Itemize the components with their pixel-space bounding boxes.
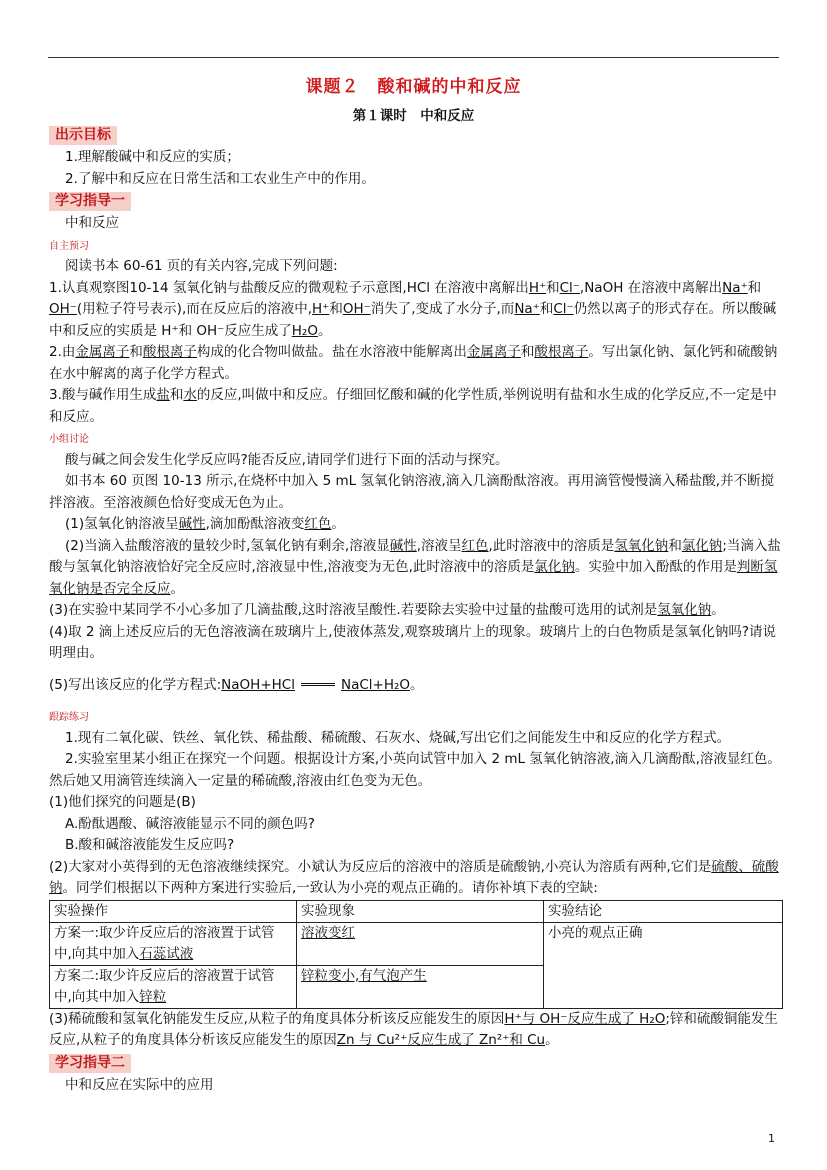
lesson-title: 课题２ 酸和碱的中和反应 bbox=[305, 77, 522, 97]
group-q5: (5)写出该反应的化学方程式:NaOH+HCl NaCl+H₂O。 bbox=[49, 676, 424, 693]
practice-2-1: (1)他们探究的问题是(B) bbox=[49, 794, 196, 810]
table-cell: 方案一:取少许反应后的溶液置于试管中,向其中加入石蕊试液 bbox=[50, 922, 297, 965]
option-a: A.酚酞遇酸、碱溶液能显示不同的颜色吗? bbox=[65, 815, 315, 832]
practice-2-2: (2)大家对小英得到的无色溶液继续探究。小斌认为反应后的溶液中的溶质是硫酸钠,小亮认为溶质有两种,它们是硫酸、硫酸钠。同学们根据以下两种方案进行实验后,一致认为小亮的观点正确的。请你补填下表的空缺: bbox=[49, 858, 779, 896]
follow-practice-label: 跟踪练习 bbox=[49, 712, 89, 723]
table-header: 实验结论 bbox=[544, 900, 783, 922]
practice-2-3: (3)稀硫酸和氢氧化钠能发生反应,从粒子的角度具体分析该反应能发生的原因H⁺与 OH⁻反应生成了 H₂O;锌和硫酸铜能发生反应,从粒子的角度具体分析该反应能发生的原因Zn 与 Cu²⁺反应生成了 Zn²⁺和 Cu。 bbox=[49, 1010, 778, 1048]
table-cell: 锌粒变小,有气泡产生 bbox=[297, 965, 544, 1008]
goal-item: 2.了解中和反应在日常生活和工农业生产中的作用。 bbox=[65, 170, 375, 187]
table-cell: 溶液变红 bbox=[297, 922, 544, 965]
table-header: 实验现象 bbox=[297, 900, 544, 922]
practice-1: 1.现有二氧化碳、铁丝、氧化铁、稀盐酸、稀硫酸、石灰水、烧碱,写出它们之间能发生中和反应的化学方程式。 bbox=[65, 729, 731, 746]
group-intro: 酸与碱之间会发生化学反应吗?能否反应,请同学们进行下面的活动与探究。 bbox=[65, 451, 509, 468]
self-study-label: 自主预习 bbox=[49, 240, 89, 252]
option-b: B.酸和碱溶液能发生反应吗? bbox=[65, 837, 235, 853]
lesson-subtitle: 第１课时 中和反应 bbox=[352, 108, 475, 124]
goal-item: 1.理解酸碱中和反应的实质； bbox=[65, 149, 240, 165]
group-experiment: 如书本 60 页图 10-13 所示,在烧杯中加入 5 mL 氢氧化钠溶液,滴入几滴酚酞溶液。再用滴管慢慢滴入稀盐酸,并不断搅拌溶液。至溶液颜色恰好变成无色为止。 bbox=[49, 473, 775, 511]
table-cell-conclusion: 小亮的观点正确 bbox=[544, 922, 783, 1008]
table-cell: 方案二:取少许反应后的溶液置于试管中,向其中加入锌粒 bbox=[50, 965, 297, 1008]
group-q1: (1)氢氧化钠溶液呈碱性,滴加酚酞溶液变红色。 bbox=[65, 516, 345, 532]
practice-2: 2.实验室里某小组正在探究一个问题。根据设计方案,小英向试管中加入 2 mL 氢氧化钠溶液,滴入几滴酚酞,溶液显红色。然后她又用滴管连续滴入一定量的稀硫酸,溶液由红色变为无色。 bbox=[49, 751, 781, 789]
document-body bbox=[49, 124, 781, 1096]
group-q2: (2)当滴入盐酸溶液的量较少时,氢氧化钠有剩余,溶液显碱性,溶液呈红色,此时溶液中的溶质是氢氧化钠和氯化钠;当滴入盐酸与氢氧化钠溶液恰好完全反应时,溶液显中性,溶液变为无色,此时溶液中的溶质是氯化钠。实验中加入酚酞的作用是判断氢氧化钠是否完全反应。 bbox=[49, 537, 781, 597]
header-rule bbox=[48, 57, 779, 58]
table-header-row bbox=[50, 900, 783, 922]
guide1-topic: 中和反应 bbox=[65, 215, 119, 231]
question-3: 3.酸与碱作用生成盐和水的反应,叫做中和反应。仔细回忆酸和碱的化学性质,举例说明有盐和水生成的化学反应,不一定是中和反应。 bbox=[49, 387, 777, 425]
question-1: 1.认真观察图10-14 氢氧化钠与盐酸反应的微观粒子示意图,HCl 在溶液中离解出H⁺和Cl⁻,NaOH 在溶液中离解出Na⁺和OH⁻(用粒子符号表示),而在反应后的溶液中,H⁺和OH⁻消失了,变成了水分子,而Na⁺和Cl⁻仍然以离子的形式存在。所以酸碱中和反应的实质是 H⁺和 OH⁻反应生成了H₂O。 bbox=[49, 279, 777, 339]
reading-intro: 阅读书本 60-61 页的有关内容,完成下列问题: bbox=[65, 258, 338, 274]
table-row bbox=[50, 922, 783, 965]
question-2: 2.由金属离子和酸根离子构成的化合物叫做盐。盐在水溶液中能解离出金属离子和酸根离子。写出氯化钠、氯化钙和硫酸钠在水中解离的离子化学方程式。 bbox=[49, 344, 778, 382]
section-heading-goals: 出示目标 bbox=[49, 126, 117, 145]
group-q3: (3)在实验中某同学不小心多加了几滴盐酸,这时溶液呈酸性.若要除去实验中过量的盐酸可选用的试剂是氢氧化钠。 bbox=[49, 602, 725, 618]
section-heading-guide1: 学习指导一 bbox=[49, 192, 131, 211]
group-q4: (4)取 2 滴上述反应后的无色溶液滴在玻璃片上,使液体蒸发,观察玻璃片上的现象。玻璃片上的白色物质是氢氧化钠吗?请说明理由。 bbox=[49, 623, 777, 661]
group-discussion-label: 小组讨论 bbox=[49, 434, 89, 445]
experiment-table bbox=[49, 900, 783, 1009]
section-heading-guide2: 学习指导二 bbox=[49, 1054, 131, 1073]
page-number: 1 bbox=[768, 1132, 775, 1145]
guide2-topic: 中和反应在实际中的应用 bbox=[65, 1076, 214, 1093]
table-header: 实验操作 bbox=[50, 900, 297, 922]
